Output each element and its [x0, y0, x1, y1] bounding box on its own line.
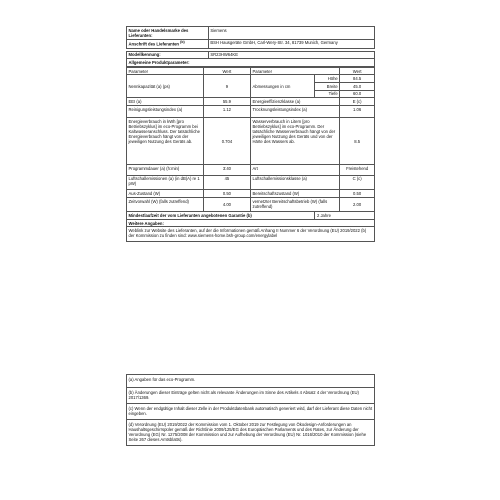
netstandby-label: vernetzter Bereitschaftsbetrieb (W) (falls zutreffend)	[250, 197, 339, 212]
width-label: Breite	[315, 82, 340, 90]
eei-value: 55.9	[203, 98, 250, 106]
off-value: 0.50	[203, 190, 250, 198]
product-info-sheet	[126, 26, 375, 242]
type-label: Art	[250, 164, 339, 175]
duration-label: Programmdauer (a) (h:min)	[127, 164, 204, 175]
footnotes	[126, 374, 375, 446]
more-info-text: Weblink zur Website des Lieferanten, auf der die Informationen gemäß Anhang II Nummer 6 der Verordnung (EU) 2019/2022 (b) der Kommission zu finden sind: www.siemens-home.bsh-group.com/energylabel	[127, 227, 375, 242]
energy-label: Energieverbrauch in kWh [pro Betriebszyklus] im eco-Programm bei Kaltwasseranschluss. Der tatsächliche Energieverbrauch hängt von der jeweiligen Nutzung des Geräts ab.	[127, 118, 204, 165]
warranty-value: 2 Jahre	[315, 212, 375, 220]
noiseclass-value: C (c)	[340, 175, 375, 190]
noise-value: 45	[203, 175, 250, 190]
standby-label: Bereitschaftszustand (W)	[250, 190, 339, 198]
header-table	[126, 26, 375, 67]
col-value-header: Wert	[203, 67, 250, 75]
address-label-text: Anschrift des Lieferanten	[128, 41, 179, 47]
footnote-a: (a) Angaben für das eco-Programm.	[126, 374, 375, 387]
height-value: 84.5	[340, 75, 375, 83]
model-label: Modellkennung:	[127, 51, 209, 59]
water-label: Wasserverbrauch in Litern [pro Betriebszyklus] im eco-Programm. Der tatsächliche Wasserverbrauch hängt von der jeweiligen Nutzung des Geräts und von der Härte des Wassers ab.	[250, 118, 339, 165]
general-params-heading: Allgemeine Produktparameter:	[127, 59, 375, 67]
delay-label: Zeitvorwahl (W) (falls zutreffend)	[127, 197, 204, 212]
off-label: Aus-Zustand (W)	[127, 190, 204, 198]
more-info-heading: Weitere Angaben:	[127, 219, 375, 227]
supplier-value: Siemens	[208, 27, 374, 40]
params-table	[126, 67, 375, 242]
footnote-b: (b) Änderungen dieser Einträge gelten nicht als relevante Änderungen im Sinne des Artikels 4 Absatz 4 der Verordnung (EU) 2017/1369.	[126, 387, 375, 403]
supplier-label: Name oder Handelsmarke des Lieferanten:	[127, 27, 209, 40]
eclass-value: E (c)	[340, 98, 375, 106]
eei-label: EEI (a)	[127, 98, 204, 106]
address-mark: (b)	[180, 40, 185, 45]
duration-value: 3:40	[203, 164, 250, 175]
clean-value: 1.12	[203, 105, 250, 118]
model-value: SR23HW64KE	[208, 51, 374, 59]
depth-label: Tiefe	[315, 90, 340, 98]
address-value: BSH Hausgeräte GmbH, Carl-Wery-Str. 34, 81739 Munich, Germany	[208, 39, 374, 48]
clean-label: Reinigungsleistungsindex (a)	[127, 105, 204, 118]
energy-value: 0.704	[203, 118, 250, 165]
width-value: 45.0	[340, 82, 375, 90]
dims-label: Abmessungen in cm	[250, 75, 314, 98]
col-value-header-2: Wert	[340, 67, 375, 75]
col-param-header: Parameter	[127, 67, 204, 75]
dry-label: Trocknungsleistungsindex (a)	[250, 105, 339, 118]
dry-value: 1.06	[340, 105, 375, 118]
footnote-d: (d) Verordnung (EU) 2019/2022 der Kommission vom 1. Oktober 2019 zur Festlegung von Ökodesign-Anforderungen an Haushaltsgeschirrspüler gemäß der Richtlinie 2009/125/EG des Europäischen Parlaments und des Rates, zur Änderung der Verordnung (EG) Nr. 1275/2008 der Kommission und zur Aufhebung der Verordnung (EU) Nr. 1016/2010 der Kommission (siehe Seite 267 dieses Amtsblatts).	[126, 419, 375, 446]
warranty-label: Mindestlaufzeit der vom Lieferanten angebotenen Garantie (b)	[127, 212, 315, 220]
capacity-label: Nennkapazität (a) (ps)	[127, 75, 204, 98]
noise-label: Luftschallemissionen (a) (in dB(A) re 1 pW)	[127, 175, 204, 190]
type-value: Freistehend	[340, 164, 375, 175]
delay-value: 4.00	[203, 197, 250, 212]
netstandby-value: 2.00	[340, 197, 375, 212]
height-label: Höhe	[315, 75, 340, 83]
eclass-label: Energieeffizienzklasse (a)	[250, 98, 339, 106]
water-value: 8.5	[340, 118, 375, 165]
col-param-header-2: Parameter	[250, 67, 339, 75]
standby-value: 0.50	[340, 190, 375, 198]
address-label	[127, 39, 209, 48]
depth-value: 60.0	[340, 90, 375, 98]
capacity-value: 9	[203, 75, 250, 98]
footnote-c: (c) Wenn der endgültige Inhalt dieser Zelle in der Produktdatenbank automatisch generiert wird, darf der Lieferant diese Daten nicht eingeben.	[126, 403, 375, 419]
noiseclass-label: Luftschallemissionsklasse (a)	[250, 175, 339, 190]
